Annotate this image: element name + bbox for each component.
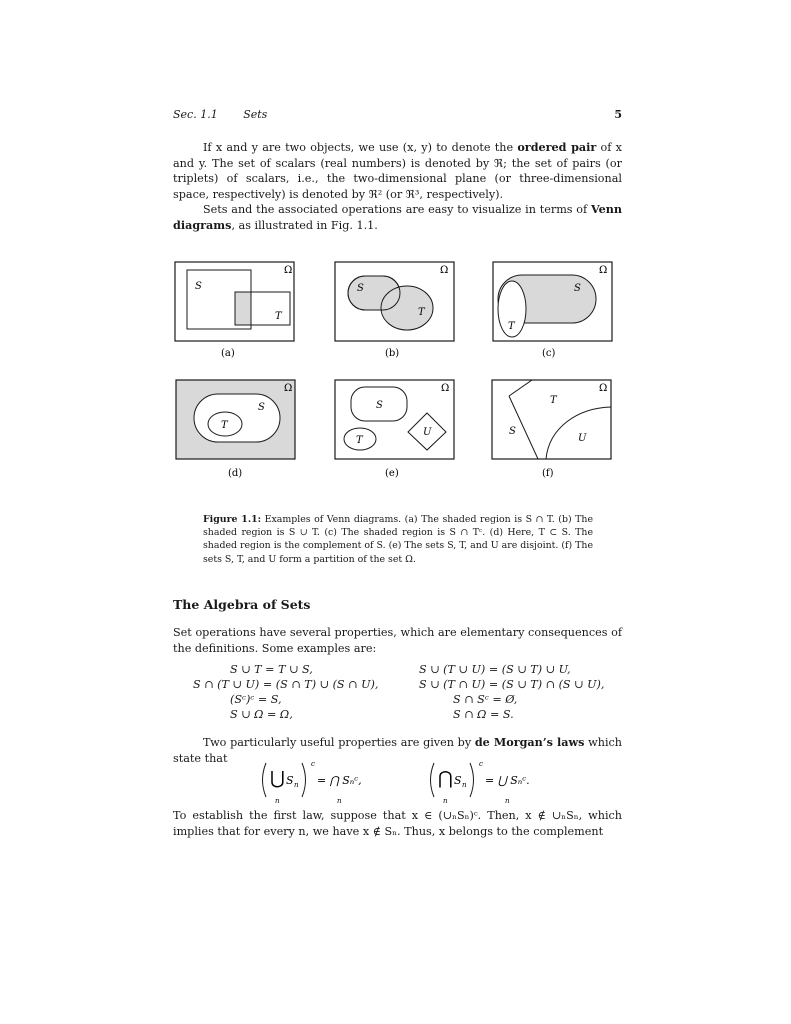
- law2-sub: n: [462, 781, 467, 789]
- paren-close-2: [470, 763, 474, 797]
- term-ordered-pair: ordered pair: [517, 140, 597, 154]
- paren-open-1: [263, 763, 267, 797]
- intersection-shade-a: [235, 292, 251, 325]
- law1-lower-n: n: [275, 797, 280, 805]
- label-t-d: T: [221, 420, 228, 431]
- paragraph-ordered-pair: If x and y are two objects, we use (x, y) to denote the ordered pair of x and y. The set of scalars (real numbers) is denoted by ℜ; the set of pairs (or triplets) of scalars, i.e., the two-dimensional plane (or three-dimensional space, respectively) is denoted by ℜ² (or ℜ³, respectively).: [173, 140, 622, 201]
- label-s-c: S: [574, 283, 581, 294]
- figure-caption: [203, 513, 593, 566]
- running-header: [173, 108, 622, 124]
- de-morgan-svg: [258, 760, 558, 806]
- set-t-b: [381, 286, 433, 330]
- panel-label-e: (e): [385, 468, 399, 479]
- paragraph-venn: Sets and the associated operations are easy to visualize in terms of Venn diagrams, as illustrated in Fig. 1.1.: [173, 202, 622, 232]
- law2-sup: c: [479, 760, 483, 768]
- omega-label-a: Ω: [284, 265, 293, 276]
- term-venn-diagrams: Venn diagrams: [173, 202, 622, 232]
- eq-left-4: S ∪ Ω = Ω,: [230, 708, 293, 721]
- label-s-a: S: [195, 281, 202, 292]
- law1-sup: c: [311, 760, 315, 768]
- eq-left-1: S ∪ T = T ∪ S,: [230, 663, 313, 676]
- law2-rhs-n: n: [505, 797, 510, 805]
- paren-open-2: [431, 763, 435, 797]
- label-s-f: S: [509, 426, 516, 437]
- big-union-1: ⋃: [270, 768, 285, 789]
- panel-label-f: (f): [542, 468, 554, 479]
- eq-right-3: S ∩ Sᶜ = Ø,: [453, 693, 518, 706]
- page: [173, 108, 623, 838]
- paragraph-de-morgan: Two particularly useful properties are given by de Morgan’s laws which state that: [173, 735, 623, 765]
- header-section: [173, 108, 289, 124]
- term-de-morgans-laws: de Morgan’s laws: [474, 735, 585, 749]
- label-t-b: T: [418, 307, 425, 318]
- omega-label-f: Ω: [599, 383, 608, 394]
- venn-panel-e: [335, 380, 454, 479]
- eq-right-1: S ∪ (T ∪ U) = (S ∪ T) ∪ U,: [419, 663, 571, 676]
- venn-figure-svg: [173, 258, 622, 498]
- label-t-e: T: [356, 435, 363, 446]
- law2-lower-n: n: [443, 797, 448, 805]
- de-morgan-law-2: [431, 760, 530, 805]
- caption-text: Examples of Venn diagrams. (a) The shaded region is S ∩ T. (b) The shaded region is S ∪ T. (c) The shaded region is S ∩ Tᶜ. (d) Here, T ⊂ S. The shaded region is the complement of S. (e) The sets S, T, and U are disjoint. (f) The sets S, T, and U form a partition of the set Ω.: [203, 514, 593, 565]
- venn-panel-a: [175, 262, 294, 359]
- label-t-a: T: [275, 311, 282, 322]
- label-s-e: S: [376, 400, 383, 411]
- universe-box-e: [335, 380, 454, 459]
- paren-close-1: [302, 763, 306, 797]
- label-s-b: S: [357, 283, 364, 294]
- eq-right-4: S ∩ Ω = S.: [453, 708, 514, 721]
- venn-panel-c: [493, 262, 612, 359]
- label-u-e: U: [423, 427, 432, 438]
- venn-panel-f: [492, 380, 611, 479]
- omega-label-c: Ω: [599, 265, 608, 276]
- label-s-d: S: [258, 402, 265, 413]
- panel-label-d: (d): [228, 468, 243, 479]
- eq-right-2: S ∪ (T ∩ U) = (S ∪ T) ∩ (S ∪ U),: [419, 678, 605, 691]
- caption-title: Figure 1.1:: [203, 514, 262, 525]
- venn-panel-d: [176, 380, 295, 479]
- paragraph-proof: To establish the first law, suppose that x ∈ (∪ₙSₙ)ᶜ. Then, x ∉ ∪ₙSₙ, which implies that for every n, we have x ∉ Sₙ. Thus, x belongs to the complement: [173, 809, 622, 838]
- label-t-f: T: [550, 395, 557, 406]
- label-u-f: U: [578, 433, 587, 444]
- law1-rhs-n: n: [337, 797, 342, 805]
- law1-rhs: = ⋂ Sₙᶜ,: [317, 774, 362, 787]
- universe-box-f: [492, 380, 611, 459]
- law1-s: S: [286, 774, 294, 787]
- panel-label-b: (b): [385, 348, 400, 359]
- de-morgan-equations: [258, 760, 558, 806]
- omega-label-b: Ω: [440, 265, 449, 276]
- law2-s: S: [454, 774, 462, 787]
- page-number: 5: [614, 108, 622, 121]
- panel-label-a: (a): [221, 348, 235, 359]
- law1-sub: n: [294, 781, 299, 789]
- de-morgan-law-1: [263, 760, 362, 805]
- omega-label-e: Ω: [441, 383, 450, 394]
- eq-left-3: (Sᶜ)ᶜ = S,: [230, 693, 282, 706]
- law2-rhs: = ⋃ Sₙᶜ.: [485, 774, 530, 787]
- panel-label-c: (c): [542, 348, 556, 359]
- section-heading: The Algebra of Sets: [173, 597, 311, 612]
- label-t-c: T: [508, 321, 515, 332]
- venn-panel-b: [335, 262, 454, 359]
- section-number: Sec. 1.1: [173, 108, 218, 121]
- big-intersection-2: ⋂: [438, 768, 453, 789]
- paragraph-set-properties: Set operations have several properties, which are elementary consequences of the definitions. Some examples are:: [173, 626, 622, 655]
- figure-venn-diagrams: [173, 258, 622, 502]
- section-title-header: Sets: [243, 108, 268, 121]
- eq-left-2: S ∩ (T ∪ U) = (S ∩ T) ∪ (S ∩ U),: [193, 678, 379, 691]
- omega-label-d: Ω: [284, 383, 293, 394]
